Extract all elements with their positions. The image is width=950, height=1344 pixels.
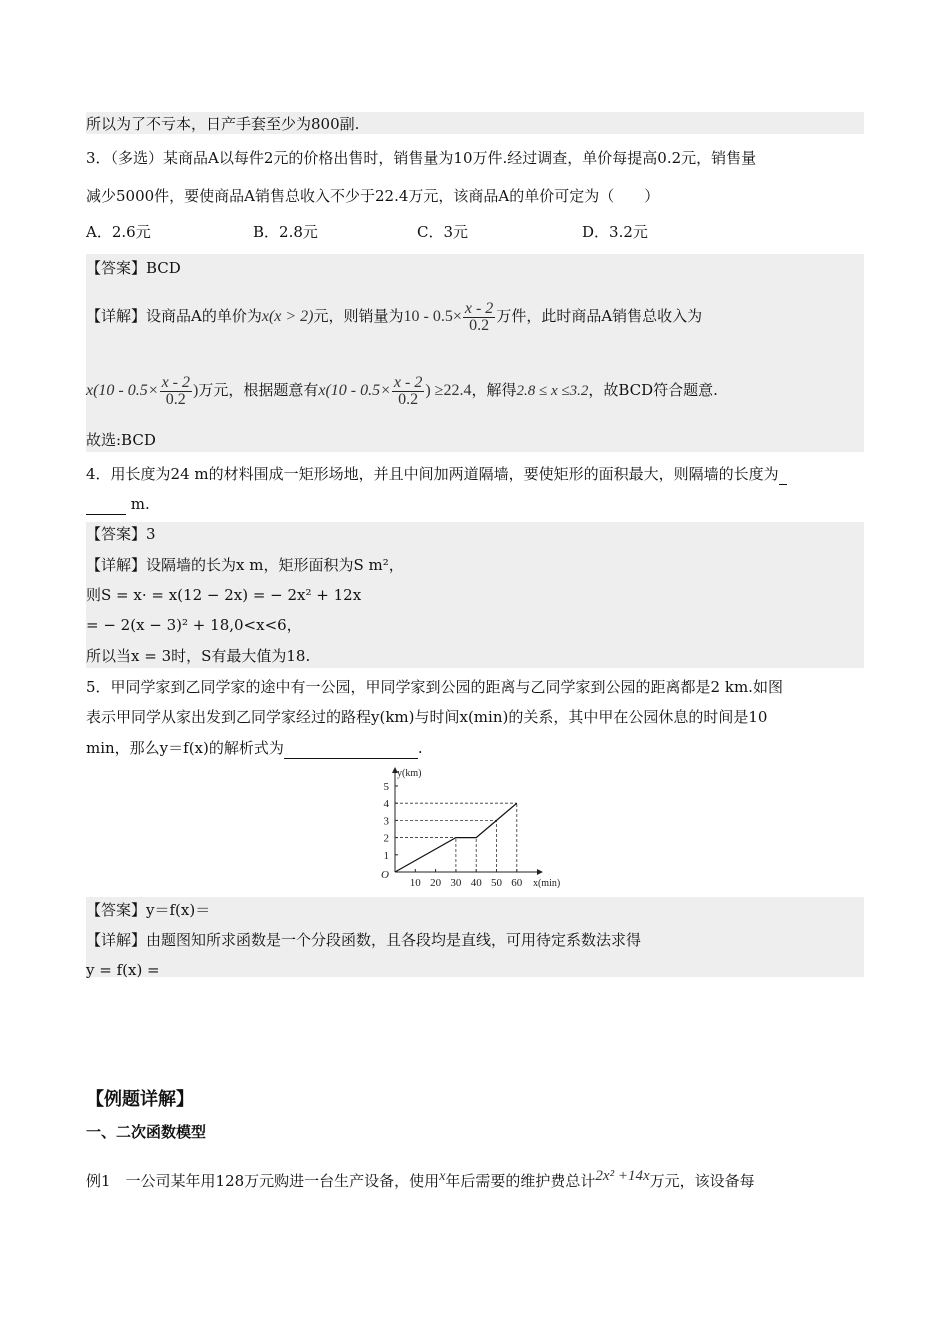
- y-axis-label: y(km): [397, 768, 422, 779]
- origin-label: O: [381, 869, 389, 881]
- q3-price-var: x(x > 2): [261, 308, 314, 325]
- y-tick-label: 5: [383, 781, 389, 793]
- prev-conclusion: 所以为了不亏本，日产手套至少为800副.: [86, 115, 360, 133]
- example-1-line: [86, 1160, 755, 1197]
- q4-detail-4: 所以当x = 3时，S有最大值为18.: [86, 647, 311, 665]
- q5-stem-line2: 表示甲同学从家出发到乙同学家经过的路程y(km)与时间x(min)的关系，其中甲在公园休息的时间是10: [86, 708, 768, 726]
- q3-line2-mid: 万元，根据题意有: [198, 381, 319, 399]
- q3-option-d: D．3.2元: [582, 223, 648, 241]
- q3-option-b: B．2.8元: [253, 223, 318, 241]
- section-subheading: 一、二次函数模型: [86, 1123, 207, 1141]
- q3-option-c: C．3元: [417, 223, 469, 241]
- x-tick-label: 20: [430, 877, 442, 889]
- q4-stem-line2: [86, 494, 150, 515]
- q5-detail-2: y = f(x) =: [86, 961, 160, 979]
- q5-stem-line1: 5．甲同学家到乙同学家的途中有一公园，甲同学家到公园的距离与乙同学家到公园的距离都是2 km.如图: [86, 678, 783, 696]
- example-1-expr: 2x² +14x: [595, 1168, 650, 1184]
- x-tick-label: 40: [470, 877, 482, 889]
- q3-frac3-num: x - 2: [393, 373, 423, 391]
- q4-blank-part1: [779, 464, 787, 485]
- q3-answer: 【答案】BCD: [86, 259, 181, 277]
- y-tick-label: 4: [383, 798, 389, 811]
- q3-revenue-expr-left: x(10 - 0.5×: [86, 382, 159, 399]
- q3-detail-line1: [86, 296, 702, 337]
- q4-stem-line1: [86, 464, 787, 485]
- y-tick-label: 2: [383, 832, 389, 845]
- q3-ineq-left: x(10 - 0.5×: [318, 382, 391, 399]
- q5-stem-text: min，那么y＝f(x)的解析式为: [86, 739, 284, 757]
- x-axis-label: x(min): [532, 878, 561, 889]
- example-1-suffix: 万元，该设备每: [649, 1172, 755, 1190]
- q4-detail-3: = − 2(x − 3)² + 18,0<x<6，: [86, 616, 302, 634]
- q3-stem-line1: 3．（多选）某商品A以每件2元的价格出售时，销售量为10万件.经过调查，单价每提高0.2元，销售量: [86, 149, 757, 167]
- q3-detail-mid: 元，则销量为: [313, 307, 404, 325]
- q3-sales-expr-left: 10 - 0.5×: [403, 308, 462, 325]
- q3-frac2-den: 0.2: [165, 390, 186, 408]
- y-tick-label: 1: [383, 849, 389, 862]
- example-1-mid: 年后需要的维护费总计: [445, 1172, 596, 1190]
- x-axis-arrow: [537, 869, 543, 875]
- q5-stem-line3: [86, 738, 423, 759]
- q3-fraction-2: [160, 375, 192, 408]
- q3-revenue-expr-right: ): [193, 382, 199, 399]
- q4-answer: 【答案】3: [86, 525, 156, 543]
- x-tick-label: 30: [450, 877, 462, 889]
- q3-option-a: A．2.6元: [86, 223, 151, 241]
- section-heading: 【例题详解】: [86, 1089, 194, 1110]
- q3-frac1-den: 0.2: [469, 316, 490, 334]
- x-tick-label: 10: [409, 877, 421, 889]
- q3-frac3-den: 0.2: [398, 390, 419, 408]
- q3-line2-end: ，故BCD符合题意.: [588, 381, 718, 399]
- q3-fraction-1: [463, 301, 495, 334]
- y-tick-label: 3: [383, 815, 389, 828]
- q3-detail-prefix: 【详解】设商品A的单价为: [86, 307, 262, 325]
- q3-conclusion: 故选:BCD: [86, 431, 156, 449]
- example-1-var: x: [439, 1169, 446, 1184]
- q4-stem-suffix: m.: [126, 495, 150, 513]
- q3-stem-line2: 减少5000件，要使商品A销售总收入不少于22.4万元，该商品A的单价可定为（ ）: [86, 187, 660, 205]
- q4-detail-1: 【详解】设隔墙的长为x m，矩形面积为S m²，: [86, 556, 404, 574]
- distance-time-chart: [360, 766, 580, 890]
- q3-detail-line2: [86, 370, 718, 411]
- q4-detail-2: 则S = x· = x(12 − 2x) = − 2x² + 12x: [86, 586, 362, 604]
- q3-ineq-right: ) ≥22.4: [425, 382, 472, 399]
- x-tick-label: 60: [511, 877, 523, 889]
- q3-frac2-num: x - 2: [161, 373, 190, 391]
- q5-blank: [284, 738, 418, 759]
- q4-stem-text: 4．用长度为24 m的材料围成一矩形场地，并且中间加两道隔墙，要使矩形的面积最大，则隔墙的长度为: [86, 465, 779, 483]
- x-tick-label: 50: [491, 877, 502, 889]
- q3-detail-suffix: 万件，此时商品A销售总收入为: [496, 307, 703, 325]
- q3-fraction-3: [392, 375, 424, 408]
- q5-detail-1: 【详解】由题图知所求函数是一个分段函数，且各段均是直线，可用待定系数法求得: [86, 931, 642, 949]
- q3-frac1-num: x - 2: [464, 299, 494, 317]
- q3-line2-solve: ，解得: [471, 381, 517, 399]
- q5-answer: 【答案】y＝f(x)＝: [86, 901, 211, 919]
- example-1-prefix: 例1 一公司某年用128万元购进一台生产设备，使用: [86, 1172, 440, 1190]
- q4-blank-part2: [86, 494, 126, 515]
- q5-stem-end: .: [417, 739, 423, 757]
- q3-solution-range: 2.8 ≤ x ≤3.2: [516, 383, 589, 399]
- q3-answer-shade: [86, 254, 864, 452]
